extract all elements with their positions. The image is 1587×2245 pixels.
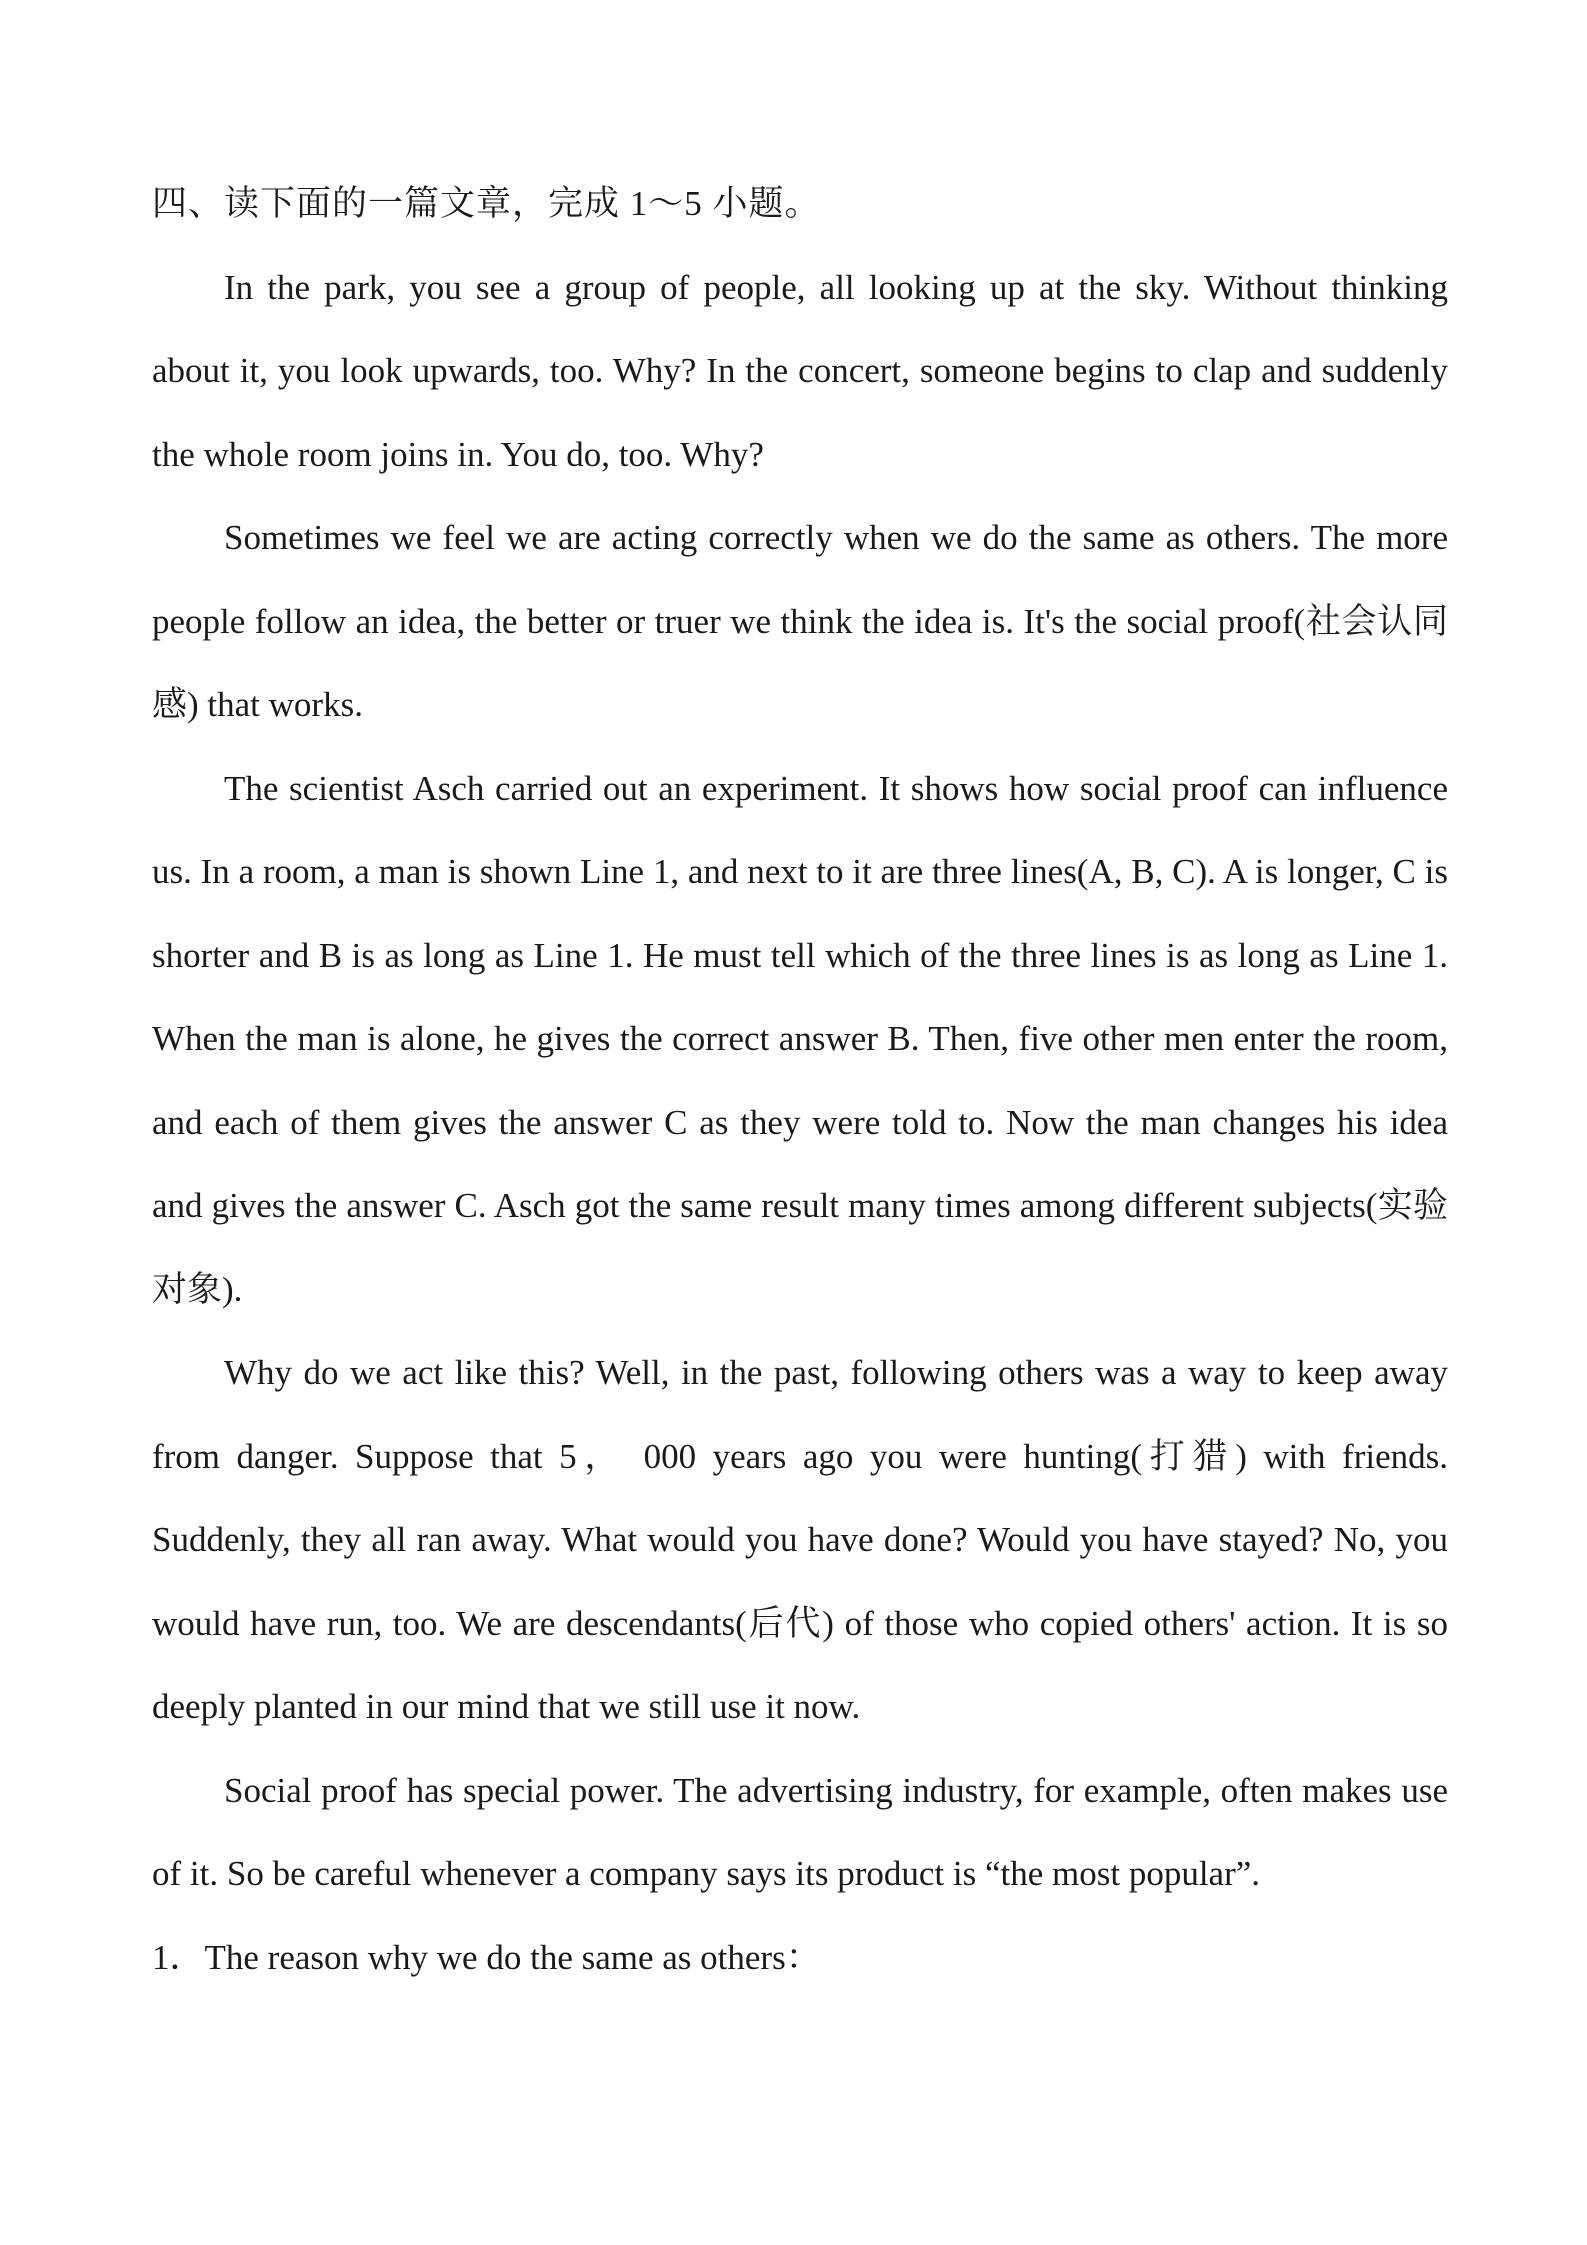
question-1: 1．The reason why we do the same as others： xyxy=(152,1937,821,1977)
passage-paragraph-4: Why do we act like this? Well, in the past, following others was a way to keep away from danger. Suppose that 5， 000 years ago you were hunting(打猎) with friends. Suddenly, they all ran away. What would you have done? Would you have stayed? No, you would have run, too. We are descendants(后代) of those who copied others' action. It is so deeply planted in our mind that we still use it now. xyxy=(152,1353,1448,1726)
section-heading: 四、读下面的一篇文章，完成 1～5 小题。 xyxy=(152,184,821,223)
reading-section xyxy=(152,162,1448,1999)
passage-paragraph-3: The scientist Asch carried out an experiment. It shows how social proof can influence us. In a room, a man is shown Line 1, and next to it are three lines(A, B, C). A is longer, C is shorter and B is as long as Line 1. He must tell which of the three lines is as long as Line 1. When the man is alone, he gives the correct answer B. Then, five other men enter the room, and each of them gives the answer C as they were told to. Now the man changes his idea and gives the answer C. Asch got the same result many times among different subjects(实验对象). xyxy=(152,768,1448,1309)
passage-paragraph-1: In the park, you see a group of people, all looking up at the sky. Without thinking about it, you look upwards, too. Why? In the concert, someone begins to clap and suddenly the whole room joins in. You do, too. Why? xyxy=(152,267,1448,474)
passage-paragraph-2: Sometimes we feel we are acting correctly when we do the same as others. The more people follow an idea, the better or truer we think the idea is. It's the social proof(社会认同感) that works. xyxy=(152,518,1448,724)
passage-paragraph-5: Social proof has special power. The advertising industry, for example, often makes use of it. So be careful whenever a company says its product is “the most popular”. xyxy=(152,1770,1448,1893)
